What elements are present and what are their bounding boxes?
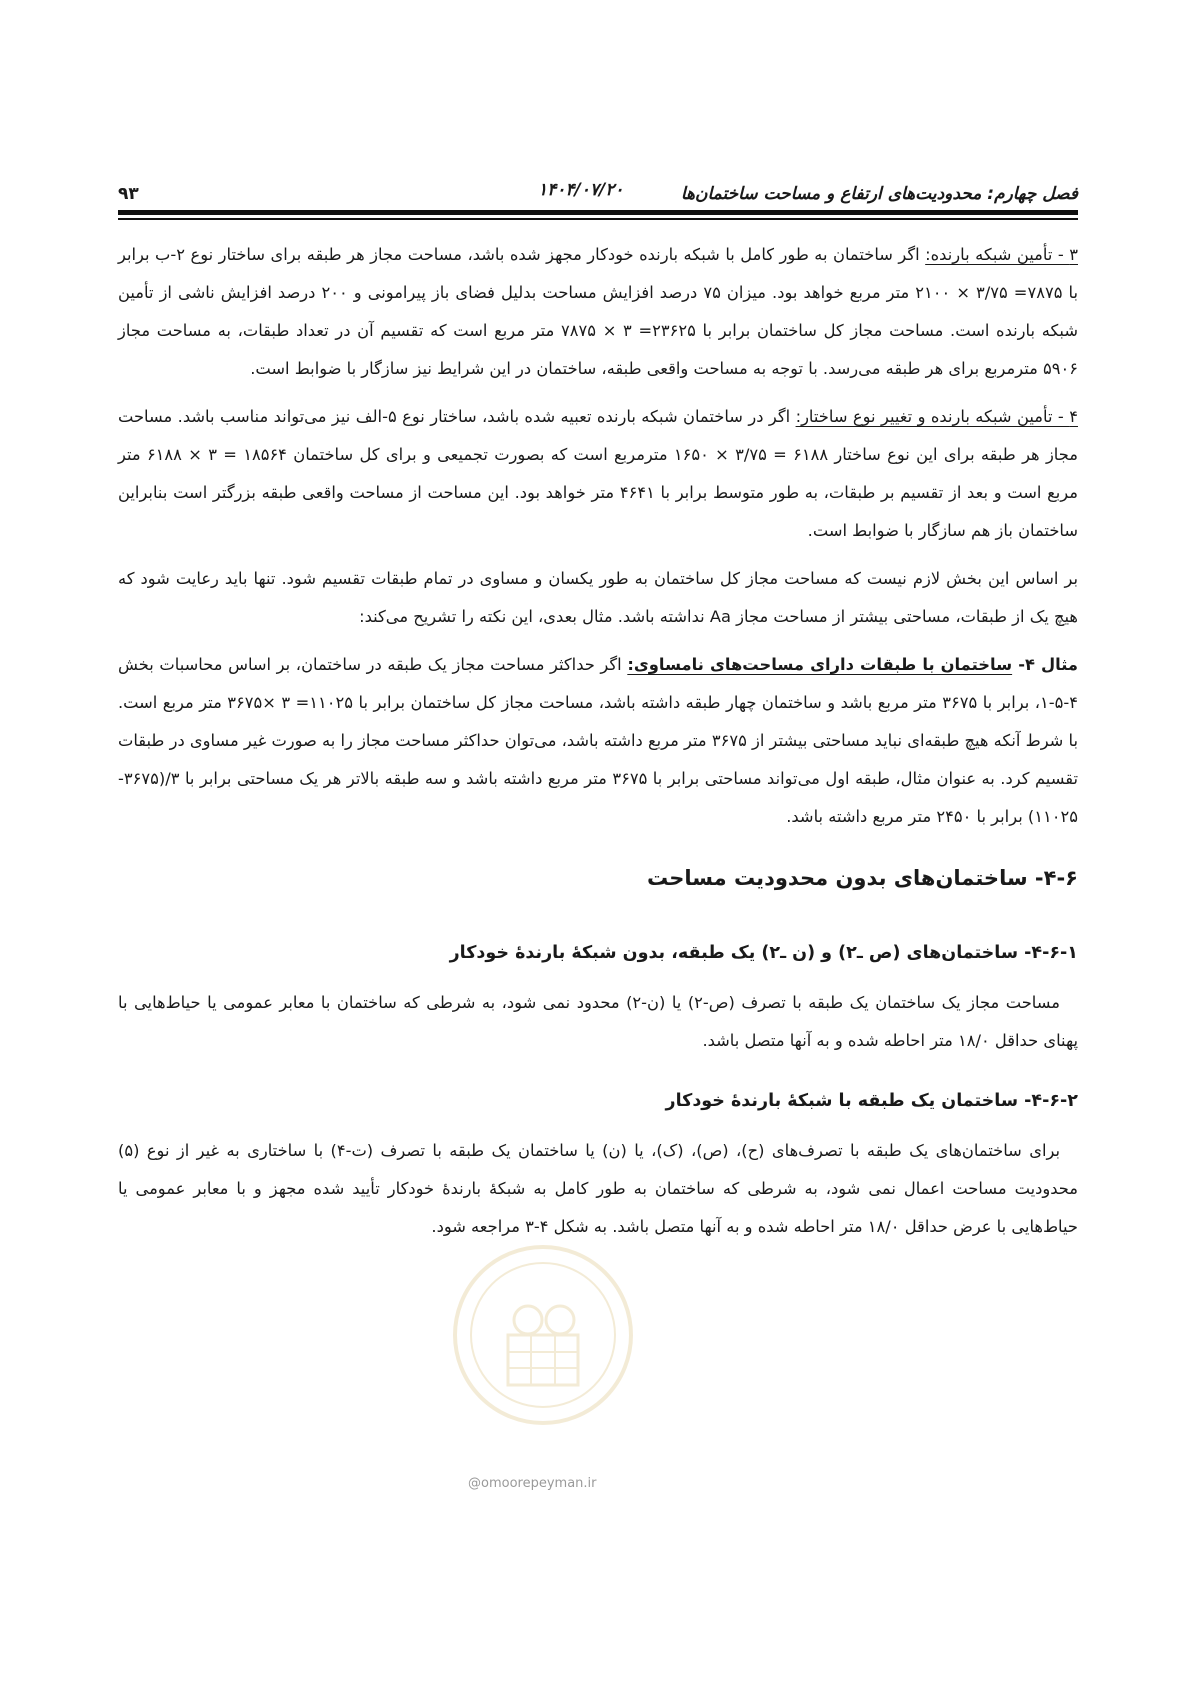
page-number: ۹۳ <box>118 184 139 204</box>
chapter-title: فصل چهارم: محدودیت‌های ارتفاع و مساحت ساختمان‌ها <box>680 184 1078 204</box>
header-date: ۱۴۰۴/۰۷/۲۰ <box>538 180 624 200</box>
subsection-heading-2: ۴-۶-۲- ساختمان یک طبقه با شبکۀ بارندۀ خودکار <box>665 1091 1078 1111</box>
paragraph-text: اگر در ساختمان شبکه بارنده تعبیه شده باشد، ساختار نوع ۵-الف نیز می‌تواند مناسب باشد. مساحت مجاز هر طبقه برای این نوع ساختار ۶۱۸۸ = ۳/۷۵ × ۱۶۵۰ مترمربع است که بصورت تجمیعی و برای کل ساختمان ۱۸۵۶۴ = ۳ × ۶۱۸۸ متر مربع است و بعد از تقسیم بر طبقات، به طور متوسط برابر با ۴۶۴۱ متر خواهد بود. این مساحت از مساحت واقعی طبقه بزرگتر است بنابراین ساختمان باز هم سازگار با ضوابط است. <box>118 407 1079 540</box>
paragraph-subsection-1 <box>118 984 1078 1060</box>
example-number: مثال ۴- <box>1012 655 1078 674</box>
paragraph-text: مساحت مجاز یک ساختمان یک طبقه با تصرف (ص-۲) یا (ن-۲) محدود نمی شود، به شرطی که ساختمان با معابر عمومی یا حیاط‌هایی با پهنای حداقل ۱۸/۰ متر احاطه شده و به آنها متصل باشد. <box>118 993 1078 1050</box>
watermark-text: @omoorepeyman.ir <box>468 1476 597 1491</box>
section-heading: ۴-۶- ساختمان‌های بدون محدودیت مساحت <box>647 866 1078 890</box>
paragraph-text: بر اساس این بخش لازم نیست که مساحت مجاز کل ساختمان به طور یکسان و مساوی در تمام طبقات تقسیم شود. تنها باید رعایت شود که هیچ یک از طبقات، مساحتی بیشتر از مساحت مجاز Aa نداشته باشد. مثال بعدی، این نکته را تشریح می‌کند: <box>118 569 1078 626</box>
header-rule-thin <box>118 218 1078 220</box>
paragraph-text: اگر ساختمان به طور کامل با شبکه بارنده خودکار مجهز شده باشد، مساحت مجاز هر طبقه برای ساختار نوع ۲-ب برابر با ۷۸۷۵= ۳/۷۵ × ۲۱۰۰ متر مربع خواهد بود. میزان ۷۵ درصد افزایش مساحت بدلیل فضای باز پیرامونی و ۲۰۰ درصد افزایش ناشی از تأمین شبکه بارنده است. مساحت مجاز کل ساختمان برابر با ۲۳۶۲۵= ۳ × ۷۸۷۵ متر مربع است که تقسیم آن در تعداد طبقات، به مساحت مجاز ۵۹۰۶ مترمربع برای هر طبقه می‌رسد. با توجه به مساحت واقعی طبقه، ساختمان در این شرایط نیز سازگار با ضوابط است. <box>118 245 1078 378</box>
paragraph-sprinkler <box>118 236 1078 388</box>
paragraph-subsection-2 <box>118 1132 1078 1246</box>
paragraph-text: برای ساختمان‌های یک طبقه با تصرف‌های (ح)، (ص)، (ک)، یا (ن) یا ساختمان یک طبقه با تصرف (ت-۴) با ساختاری به غیر از نوع (۵) محدودیت مساحت اعمال نمی شود، به شرطی که ساختمان به طور کامل به شبکۀ بارندۀ خودکار تأیید شده مجهز و با معابر عمومی یا حیاط‌هایی با عرض حداقل ۱۸/۰ متر احاطه شده و به آنها متصل باشد. به شکل ۴-۳ مراجعه شود. <box>118 1141 1078 1236</box>
header-rule-thick <box>118 210 1078 215</box>
paragraph-sprinkler-construction <box>118 398 1078 550</box>
subsection-heading-1: ۴-۶-۱- ساختمان‌های (ص ـ۲) و (ن ـ۲) یک طبقه، بدون شبکۀ بارندۀ خودکار <box>449 943 1078 963</box>
watermark-seal <box>448 1240 638 1430</box>
running-header <box>118 168 1078 204</box>
paragraph-lead: ۴ - تأمین شبکه بارنده و تغییر نوع ساختار: <box>795 407 1078 426</box>
example-title: ساختمان با طبقات دارای مساحت‌های نامساوی: <box>627 655 1013 674</box>
paragraph-example-4 <box>118 646 1078 836</box>
page-body <box>118 236 1078 1256</box>
paragraph-lead: ۳ - تأمین شبکه بارنده: <box>925 245 1078 264</box>
document-page <box>118 0 1078 1684</box>
paragraph-text: اگر حداکثر مساحت مجاز یک طبقه در ساختمان، بر اساس محاسبات بخش ۴-۵-۱، برابر با ۳۶۷۵ متر مربع باشد و ساختمان چهار طبقه داشته باشد، مساحت مجاز کل ساختمان برابر با ۱۱۰۲۵= ۳ ×۳۶۷۵ متر مربع است. با شرط آنکه هیچ طبقه‌ای نباید مساحتی بیشتر از ۳۶۷۵ متر مربع داشته باشد، می‌توان حداکثر مساحت مجاز را به صورت غیر مساوی در طبقات تقسیم کرد. به عنوان مثال، طبقه اول می‌تواند مساحتی برابر با ۳۶۷۵ متر مربع داشته باشد و سه طبقه بالاتر هر یک مساحتی برابر با ۳/(۳۶۷۵- ۱۱۰۲۵) برابر با ۲۴۵۰ متر مربع داشته باشد. <box>118 655 1078 826</box>
paragraph-distribution <box>118 560 1078 636</box>
